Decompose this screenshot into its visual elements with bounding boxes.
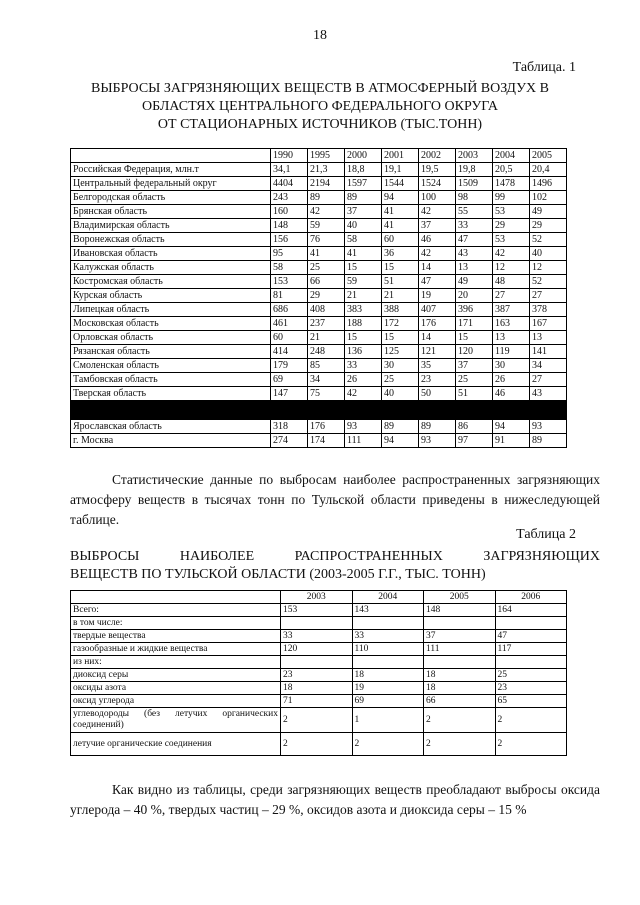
value-cell: 46 — [493, 387, 530, 401]
value-cell: 89 — [419, 420, 456, 434]
region-name-cell: Курская область — [71, 289, 271, 303]
value-cell: 21 — [345, 289, 382, 303]
value-cell: 27 — [530, 289, 567, 303]
table-header-row — [71, 591, 567, 604]
table1-title-line: ОТ СТАЦИОНАРНЫХ ИСТОЧНИКОВ (ТЫС.ТОНН) — [157, 117, 483, 132]
value-cell: 1597 — [345, 177, 382, 191]
value-cell: 2 — [424, 708, 496, 733]
value-cell: 69 — [271, 373, 308, 387]
value-cell: 69 — [352, 695, 424, 708]
value-cell: 89 — [530, 434, 567, 448]
emissions-table-cfo — [70, 148, 567, 448]
value-cell: 20 — [456, 289, 493, 303]
region-name-cell: Белгородская область — [71, 191, 271, 205]
table-row — [71, 219, 567, 233]
value-cell: 387 — [493, 303, 530, 317]
value-cell: 33 — [281, 630, 353, 643]
value-cell: 13 — [493, 331, 530, 345]
value-cell: 37 — [345, 205, 382, 219]
value-cell: 58 — [345, 233, 382, 247]
empty-cell — [495, 617, 567, 630]
value-cell: 388 — [382, 303, 419, 317]
value-cell: 2 — [495, 708, 567, 733]
value-cell: 37 — [424, 630, 496, 643]
value-cell: 55 — [456, 205, 493, 219]
table-row — [71, 331, 567, 345]
region-name-cell: Владимирская область — [71, 219, 271, 233]
value-cell: 26 — [345, 373, 382, 387]
value-cell: 172 — [382, 317, 419, 331]
value-cell: 34,1 — [271, 163, 308, 177]
value-cell: 21 — [382, 289, 419, 303]
value-cell: 42 — [493, 247, 530, 261]
table1-title — [70, 80, 570, 134]
value-cell: 94 — [382, 434, 419, 448]
value-cell: 33 — [456, 219, 493, 233]
substance-name-cell: оксиды азота — [71, 682, 281, 695]
table-row — [71, 191, 567, 205]
value-cell: 4404 — [271, 177, 308, 191]
table-row — [71, 630, 567, 643]
region-name-cell: Ивановская область — [71, 247, 271, 261]
value-cell: 378 — [530, 303, 567, 317]
region-name-cell: Орловская область — [71, 331, 271, 345]
table-row — [71, 163, 567, 177]
year-header-cell: 2000 — [345, 149, 382, 163]
value-cell: 2 — [495, 733, 567, 756]
value-cell: 25 — [456, 373, 493, 387]
value-cell: 97 — [456, 434, 493, 448]
value-cell: 52 — [530, 275, 567, 289]
table-row — [71, 387, 567, 401]
paragraph-intro: Статистические данные по выбросам наиболее распространенных загрязняющих атмосферу веществ в тысячах тонн по Тульской области приведены в нижеследующей таблице. — [70, 472, 600, 527]
value-cell: 20,5 — [493, 163, 530, 177]
table-row — [71, 275, 567, 289]
table1-title-line: ВЫБРОСЫ ЗАГРЯЗНЯЮЩИХ ВЕЩЕСТВ В АТМОСФЕРНЫЙ ВОЗДУХ В — [91, 81, 549, 96]
value-cell: 48 — [493, 275, 530, 289]
value-cell: 461 — [271, 317, 308, 331]
value-cell: 89 — [308, 191, 345, 205]
empty-cell — [281, 656, 353, 669]
value-cell: 23 — [281, 669, 353, 682]
value-cell: 19,8 — [456, 163, 493, 177]
region-name-cell: Тверская область — [71, 387, 271, 401]
value-cell: 52 — [530, 233, 567, 247]
value-cell: 1478 — [493, 177, 530, 191]
substance-name-cell: диоксид серы — [71, 669, 281, 682]
value-cell: 12 — [493, 261, 530, 275]
table-row — [71, 708, 567, 733]
value-cell: 13 — [456, 261, 493, 275]
value-cell: 20,4 — [530, 163, 567, 177]
year-header-cell: 1995 — [308, 149, 345, 163]
year-header-cell: 2004 — [493, 149, 530, 163]
value-cell: 47 — [495, 630, 567, 643]
region-name-cell: Рязанская область — [71, 345, 271, 359]
region-name-cell: Костромская область — [71, 275, 271, 289]
value-cell: 35 — [419, 359, 456, 373]
table-row — [71, 261, 567, 275]
empty-cell — [495, 656, 567, 669]
value-cell: 89 — [345, 191, 382, 205]
value-cell: 51 — [456, 387, 493, 401]
region-name-cell: Московская область — [71, 317, 271, 331]
table-header-row — [71, 149, 567, 163]
value-cell: 53 — [493, 205, 530, 219]
value-cell: 95 — [271, 247, 308, 261]
value-cell: 1496 — [530, 177, 567, 191]
value-cell: 167 — [530, 317, 567, 331]
table2-caption: Таблица 2 — [516, 527, 576, 542]
table-row — [71, 205, 567, 219]
year-header-cell: 1990 — [271, 149, 308, 163]
table-row — [71, 604, 567, 617]
table-row — [71, 177, 567, 191]
value-cell: 21 — [308, 331, 345, 345]
value-cell: 65 — [495, 695, 567, 708]
table-row — [71, 682, 567, 695]
value-cell: 40 — [530, 247, 567, 261]
substance-name-cell: углеводороды (без летучих органических соединений) — [71, 708, 281, 733]
table-row — [71, 247, 567, 261]
substance-name-cell: из них: — [71, 656, 281, 669]
value-cell: 99 — [493, 191, 530, 205]
empty-cell — [352, 656, 424, 669]
empty-cell — [281, 617, 353, 630]
value-cell: 86 — [456, 420, 493, 434]
value-cell: 243 — [271, 191, 308, 205]
value-cell: 15 — [382, 261, 419, 275]
value-cell: 26 — [493, 373, 530, 387]
empty-cell — [424, 656, 496, 669]
value-cell: 156 — [271, 233, 308, 247]
value-cell: 66 — [424, 695, 496, 708]
value-cell: 179 — [271, 359, 308, 373]
value-cell: 2 — [424, 733, 496, 756]
value-cell: 15 — [456, 331, 493, 345]
value-cell: 408 — [308, 303, 345, 317]
value-cell: 176 — [308, 420, 345, 434]
year-header-cell: 2006 — [495, 591, 567, 604]
value-cell: 89 — [382, 420, 419, 434]
year-header-cell: 2005 — [424, 591, 496, 604]
value-cell: 29 — [493, 219, 530, 233]
value-cell: 85 — [308, 359, 345, 373]
value-cell: 18 — [352, 669, 424, 682]
value-cell: 49 — [530, 205, 567, 219]
value-cell: 93 — [530, 420, 567, 434]
value-cell: 160 — [271, 205, 308, 219]
value-cell: 42 — [419, 247, 456, 261]
value-cell: 23 — [495, 682, 567, 695]
value-cell: 318 — [271, 420, 308, 434]
table-row — [71, 289, 567, 303]
table1-title-line: ОБЛАСТЯХ ЦЕНТРАЛЬНОГО ФЕДЕРАЛЬНОГО ОКРУГА — [142, 99, 498, 114]
table-row — [71, 420, 567, 434]
value-cell: 46 — [419, 233, 456, 247]
value-cell: 148 — [424, 604, 496, 617]
region-name-cell: Ярославская область — [71, 420, 271, 434]
region-name-cell: Брянская область — [71, 205, 271, 219]
value-cell: 81 — [271, 289, 308, 303]
value-cell: 148 — [271, 219, 308, 233]
table-row — [71, 345, 567, 359]
value-cell: 37 — [456, 359, 493, 373]
table-row — [71, 669, 567, 682]
value-cell: 147 — [271, 387, 308, 401]
table-row — [71, 434, 567, 448]
region-name-cell: Калужская область — [71, 261, 271, 275]
value-cell: 153 — [281, 604, 353, 617]
empty-cell — [352, 617, 424, 630]
value-cell: 25 — [382, 373, 419, 387]
value-cell: 40 — [382, 387, 419, 401]
empty-cell — [424, 617, 496, 630]
page-number: 18 — [313, 28, 327, 43]
value-cell: 42 — [308, 205, 345, 219]
redacted-cell — [71, 401, 567, 420]
value-cell: 274 — [271, 434, 308, 448]
value-cell: 19,5 — [419, 163, 456, 177]
value-cell: 76 — [308, 233, 345, 247]
value-cell: 23 — [419, 373, 456, 387]
value-cell: 33 — [345, 359, 382, 373]
value-cell: 141 — [530, 345, 567, 359]
value-cell: 121 — [419, 345, 456, 359]
value-cell: 93 — [419, 434, 456, 448]
value-cell: 66 — [308, 275, 345, 289]
value-cell: 13 — [530, 331, 567, 345]
value-cell: 188 — [345, 317, 382, 331]
year-header-cell: 2001 — [382, 149, 419, 163]
table-row — [71, 656, 567, 669]
value-cell: 18 — [424, 669, 496, 682]
header-empty-cell — [71, 149, 271, 163]
value-cell: 75 — [308, 387, 345, 401]
value-cell: 111 — [345, 434, 382, 448]
value-cell: 248 — [308, 345, 345, 359]
value-cell: 12 — [530, 261, 567, 275]
value-cell: 91 — [493, 434, 530, 448]
value-cell: 36 — [382, 247, 419, 261]
value-cell: 19 — [352, 682, 424, 695]
value-cell: 2194 — [308, 177, 345, 191]
table2-title-line1: ВЫБРОСЫ НАИБОЛЕЕ РАСПРОСТРАНЕННЫХ ЗАГРЯЗНЯЮЩИХ — [70, 549, 600, 564]
value-cell: 15 — [345, 261, 382, 275]
header-empty-cell — [71, 591, 281, 604]
value-cell: 50 — [419, 387, 456, 401]
value-cell: 34 — [530, 359, 567, 373]
region-name-cell: Липецкая область — [71, 303, 271, 317]
value-cell: 153 — [271, 275, 308, 289]
value-cell: 27 — [530, 373, 567, 387]
value-cell: 34 — [308, 373, 345, 387]
value-cell: 42 — [345, 387, 382, 401]
value-cell: 59 — [308, 219, 345, 233]
value-cell: 110 — [352, 643, 424, 656]
value-cell: 60 — [271, 331, 308, 345]
value-cell: 43 — [530, 387, 567, 401]
value-cell: 1509 — [456, 177, 493, 191]
substance-name-cell: в том числе: — [71, 617, 281, 630]
table1-caption: Таблица. 1 — [512, 60, 576, 75]
year-header-cell: 2005 — [530, 149, 567, 163]
value-cell: 163 — [493, 317, 530, 331]
value-cell: 176 — [419, 317, 456, 331]
value-cell: 27 — [493, 289, 530, 303]
value-cell: 58 — [271, 261, 308, 275]
region-name-cell: Российская Федерация, млн.т — [71, 163, 271, 177]
value-cell: 25 — [495, 669, 567, 682]
substance-name-cell: оксид углерода — [71, 695, 281, 708]
substance-name-cell: летучие органические соединения — [71, 733, 281, 756]
value-cell: 18,8 — [345, 163, 382, 177]
value-cell: 21,3 — [308, 163, 345, 177]
value-cell: 93 — [345, 420, 382, 434]
value-cell: 383 — [345, 303, 382, 317]
value-cell: 30 — [493, 359, 530, 373]
table-row — [71, 643, 567, 656]
value-cell: 94 — [493, 420, 530, 434]
emissions-table-tula — [70, 590, 567, 756]
value-cell: 14 — [419, 331, 456, 345]
value-cell: 14 — [419, 261, 456, 275]
value-cell: 396 — [456, 303, 493, 317]
substance-name-cell: Всего: — [71, 604, 281, 617]
value-cell: 98 — [456, 191, 493, 205]
value-cell: 59 — [345, 275, 382, 289]
value-cell: 42 — [419, 205, 456, 219]
value-cell: 111 — [424, 643, 496, 656]
value-cell: 136 — [345, 345, 382, 359]
value-cell: 18 — [281, 682, 353, 695]
substance-name-cell: газообразные и жидкие вещества — [71, 643, 281, 656]
value-cell: 29 — [530, 219, 567, 233]
value-cell: 29 — [308, 289, 345, 303]
table2-title-line2: ВЕЩЕСТВ ПО ТУЛЬСКОЙ ОБЛАСТИ (2003-2005 Г.Г., ТЫС. ТОНН) — [70, 567, 486, 582]
region-name-cell: Центральный федеральный округ — [71, 177, 271, 191]
value-cell: 30 — [382, 359, 419, 373]
value-cell: 40 — [345, 219, 382, 233]
value-cell: 1544 — [382, 177, 419, 191]
value-cell: 686 — [271, 303, 308, 317]
value-cell: 171 — [456, 317, 493, 331]
value-cell: 15 — [345, 331, 382, 345]
value-cell: 47 — [456, 233, 493, 247]
value-cell: 102 — [530, 191, 567, 205]
value-cell: 125 — [382, 345, 419, 359]
value-cell: 41 — [382, 219, 419, 233]
table-row — [71, 373, 567, 387]
redacted-row — [71, 401, 567, 420]
value-cell: 2 — [281, 708, 353, 733]
value-cell: 120 — [281, 643, 353, 656]
substance-name-cell: твердые вещества — [71, 630, 281, 643]
table-row — [71, 317, 567, 331]
value-cell: 143 — [352, 604, 424, 617]
value-cell: 33 — [352, 630, 424, 643]
value-cell: 51 — [382, 275, 419, 289]
table-row — [71, 695, 567, 708]
value-cell: 94 — [382, 191, 419, 205]
year-header-cell: 2003 — [281, 591, 353, 604]
table-row — [71, 233, 567, 247]
year-header-cell: 2004 — [352, 591, 424, 604]
region-name-cell: Тамбовская область — [71, 373, 271, 387]
table-row — [71, 303, 567, 317]
value-cell: 49 — [456, 275, 493, 289]
value-cell: 41 — [308, 247, 345, 261]
value-cell: 60 — [382, 233, 419, 247]
value-cell: 19 — [419, 289, 456, 303]
value-cell: 237 — [308, 317, 345, 331]
value-cell: 18 — [424, 682, 496, 695]
value-cell: 174 — [308, 434, 345, 448]
value-cell: 47 — [419, 275, 456, 289]
value-cell: 100 — [419, 191, 456, 205]
value-cell: 41 — [345, 247, 382, 261]
table-row — [71, 359, 567, 373]
region-name-cell: г. Москва — [71, 434, 271, 448]
region-name-cell: Воронежская область — [71, 233, 271, 247]
value-cell: 15 — [382, 331, 419, 345]
value-cell: 1 — [352, 708, 424, 733]
value-cell: 120 — [456, 345, 493, 359]
year-header-cell: 2002 — [419, 149, 456, 163]
value-cell: 2 — [352, 733, 424, 756]
region-name-cell: Смоленская область — [71, 359, 271, 373]
value-cell: 53 — [493, 233, 530, 247]
value-cell: 25 — [308, 261, 345, 275]
year-header-cell: 2003 — [456, 149, 493, 163]
value-cell: 37 — [419, 219, 456, 233]
value-cell: 414 — [271, 345, 308, 359]
table-row — [71, 617, 567, 630]
value-cell: 117 — [495, 643, 567, 656]
value-cell: 164 — [495, 604, 567, 617]
value-cell: 71 — [281, 695, 353, 708]
paragraph-conclusion: Как видно из таблицы, среди загрязняющих веществ преобладают выбросы оксида углерода – 40 %, твердых частиц – 29 %, оксидов азота и диоксида серы – 15 % — [70, 782, 600, 817]
table-row — [71, 733, 567, 756]
value-cell: 19,1 — [382, 163, 419, 177]
value-cell: 1524 — [419, 177, 456, 191]
value-cell: 41 — [382, 205, 419, 219]
value-cell: 2 — [281, 733, 353, 756]
value-cell: 407 — [419, 303, 456, 317]
value-cell: 43 — [456, 247, 493, 261]
value-cell: 119 — [493, 345, 530, 359]
